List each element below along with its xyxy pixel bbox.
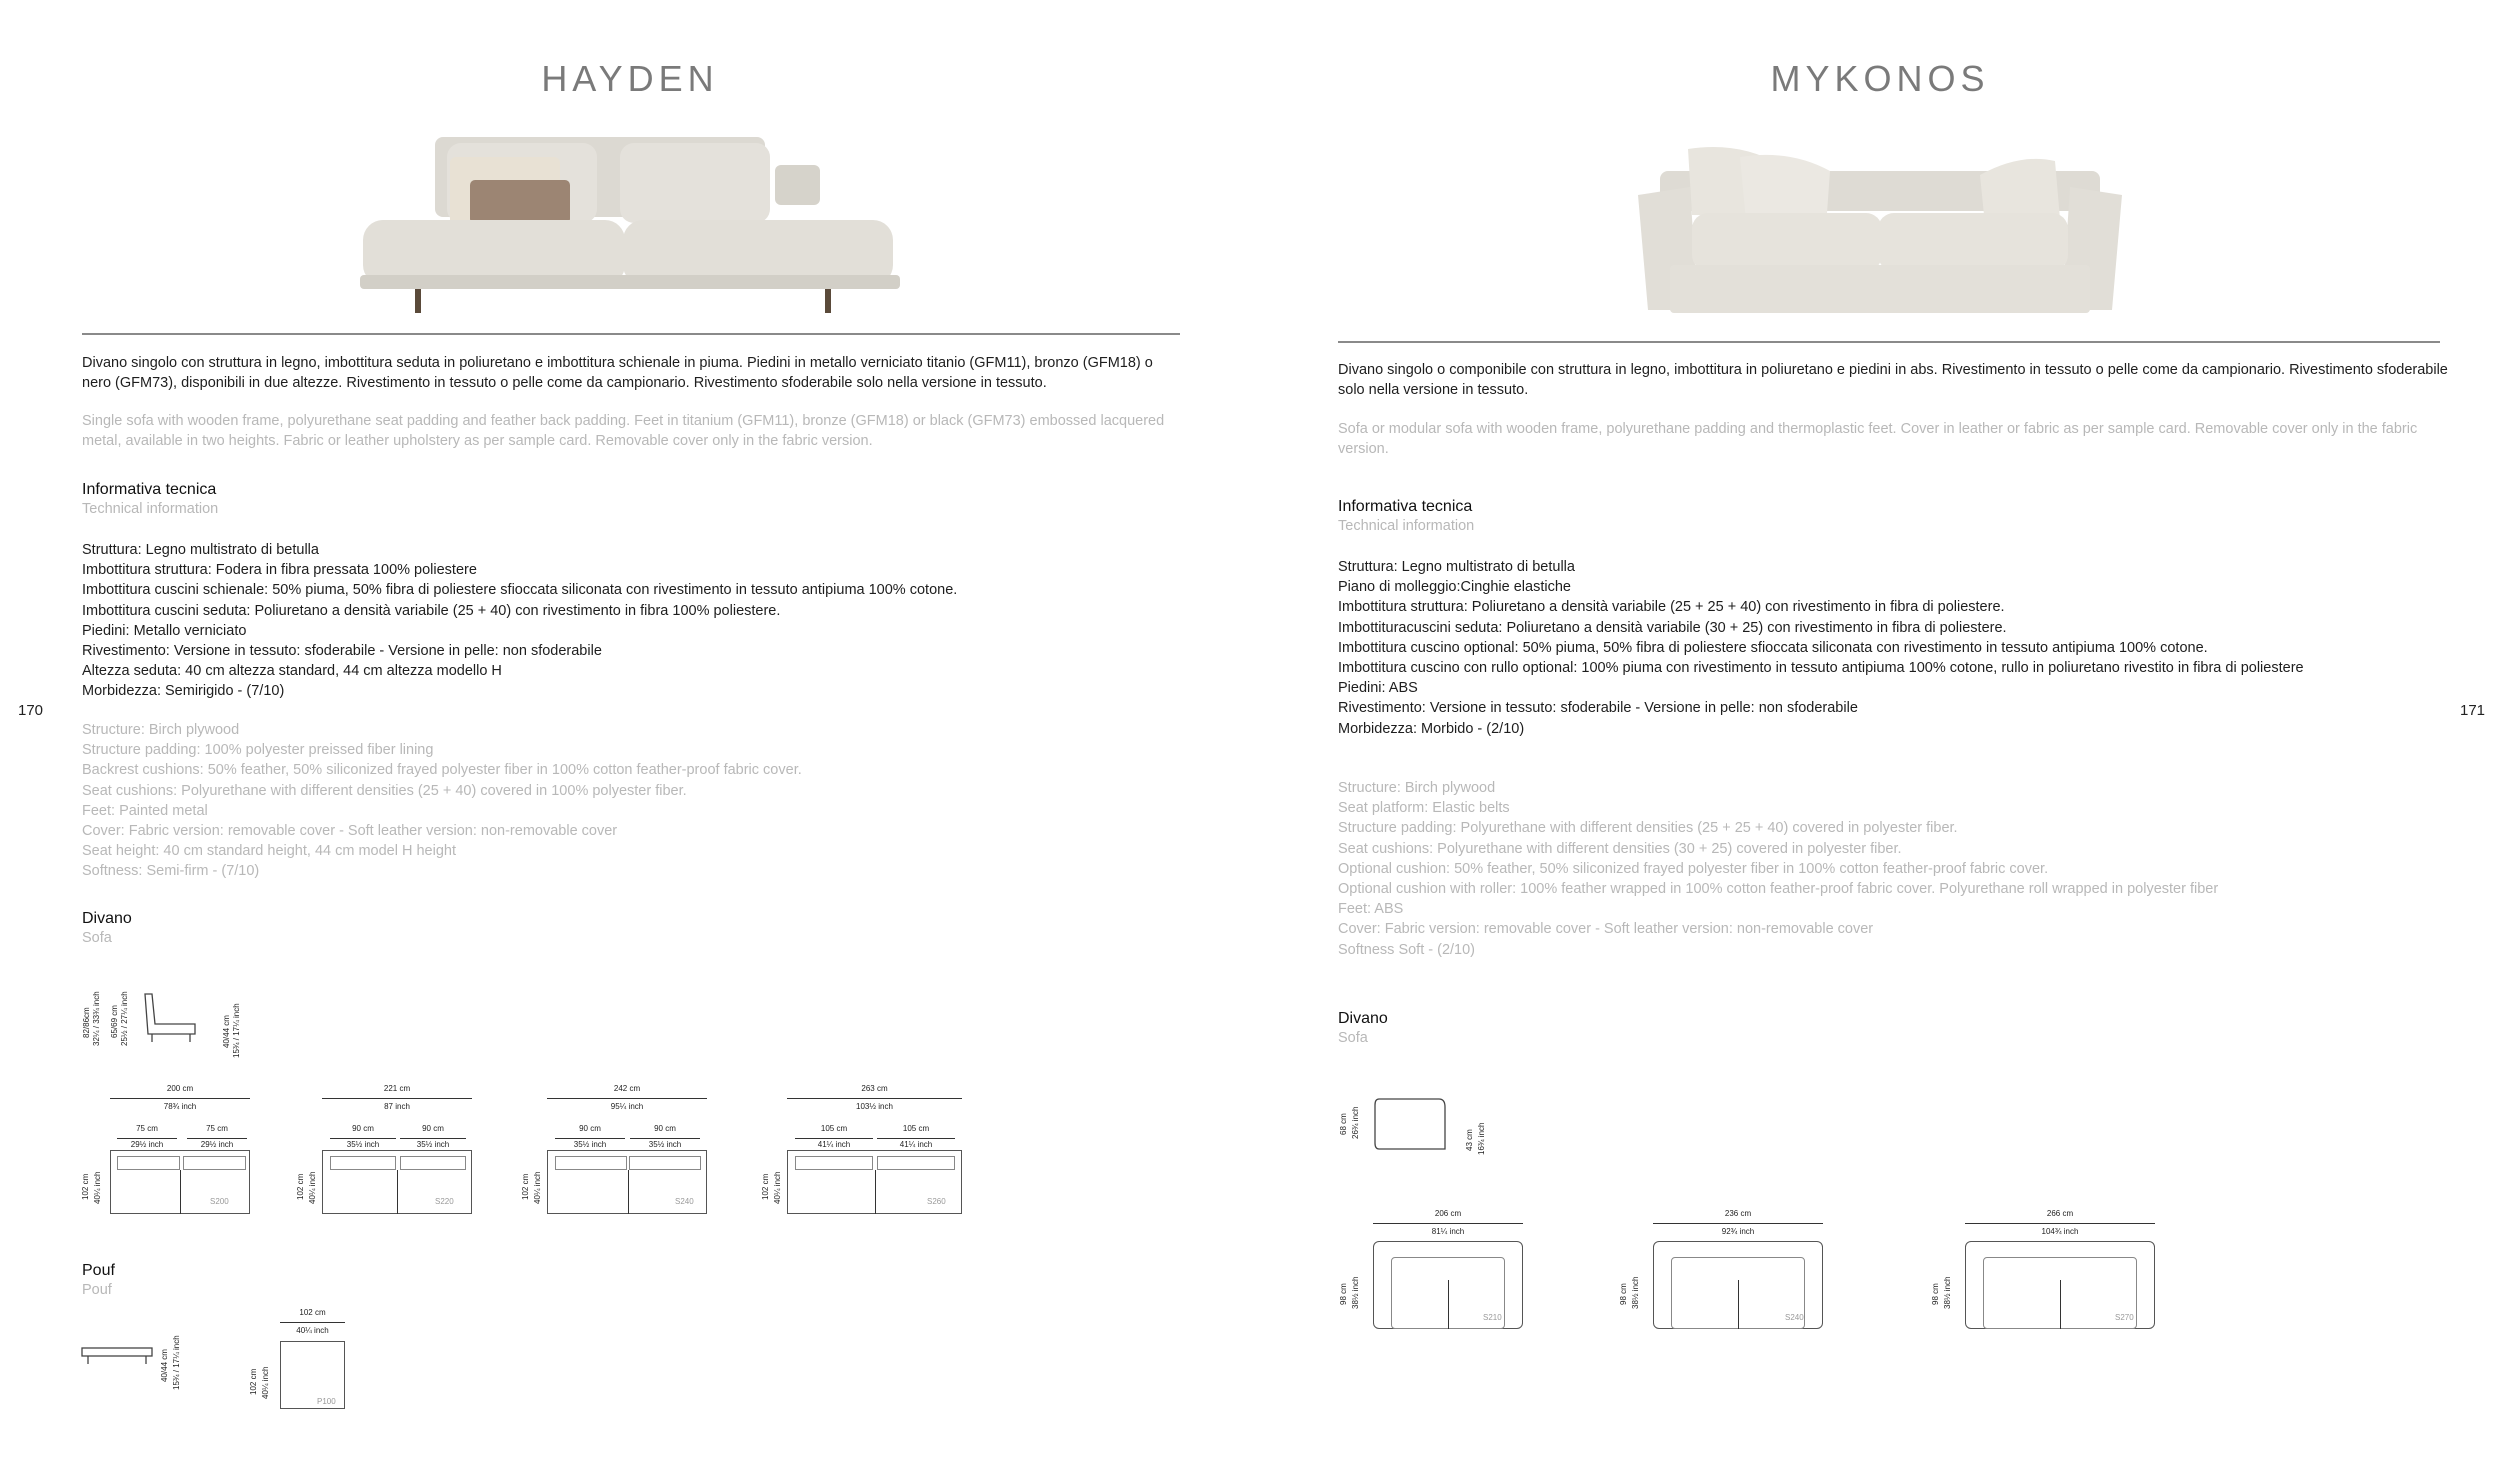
dim-label: 105 cm <box>820 1124 848 1133</box>
dim-label: 263 cm <box>861 1084 888 1093</box>
tech-line: Rivestimento: Versione in tessuto: sfoderabile - Versione in pelle: non sfoderabile <box>82 643 602 660</box>
tech-line: Imbottituracuscini seduta: Poliuretano a densità variabile (30 + 25) con rivestimento in fibra di poliestere. <box>1338 619 2007 636</box>
dim-label: 200 cm <box>166 1084 194 1093</box>
pouf-title-it: Pouf <box>82 1262 115 1279</box>
dim-label: 40¼ inch <box>261 1366 270 1399</box>
sofa-title-it: Divano <box>82 910 132 927</box>
tech-line: Seat platform: Elastic belts <box>1338 800 1510 817</box>
dim-label: 90 cm <box>422 1124 444 1133</box>
model-code: S210 <box>1483 1313 1502 1322</box>
tech-line: Seat cushions: Polyurethane with different densities (25 + 40) covered in 100% polyester fiber. <box>82 782 687 799</box>
tech-line: Structure padding: 100% polyester preissed fiber lining <box>82 742 434 759</box>
tech-line: Morbidezza: Morbido - (2/10) <box>1338 720 1525 737</box>
tech-line: Imbottitura cuscini seduta: Poliuretano a densità variabile (25 + 40) con rivestimento in fibra 100% poliestere. <box>82 602 781 619</box>
dim-label: 41¼ inch <box>899 1140 933 1149</box>
mykonos-tech-list-en <box>1338 778 2218 960</box>
dim-label: 35½ inch <box>346 1140 380 1149</box>
dim-label: 90 cm <box>654 1124 676 1133</box>
tech-line: Struttura: Legno multistrato di betulla <box>82 542 319 558</box>
mykonos-sofa-image <box>1630 135 2130 320</box>
dim-label: 35½ inch <box>416 1140 450 1149</box>
sofa-title-en: Sofa <box>1338 1030 1368 1046</box>
dim-label: 38½ inch <box>1631 1276 1640 1309</box>
page-number-left: 170 <box>18 702 44 719</box>
tech-line: Piano di molleggio:Cinghie elastiche <box>1338 579 1571 596</box>
tech-line: Altezza seduta: 40 cm altezza standard, 44 cm altezza modello H <box>82 663 502 680</box>
hayden-side-profile <box>80 990 260 1065</box>
hayden-plan-s220 <box>290 1080 480 1220</box>
dim-label: 92¾ inch <box>1721 1227 1755 1236</box>
mykonos-sofa-heading <box>1338 1010 1388 1046</box>
tech-line: Cover: Fabric version: removable cover - Soft leather version: non-removable cover <box>82 823 618 840</box>
dim-label: 98 cm <box>1339 1283 1348 1305</box>
tech-line: Struttura: Legno multistrato di betulla <box>1338 559 1575 575</box>
hayden-plan-s260 <box>755 1080 975 1220</box>
dim-label: 98 cm <box>1931 1283 1940 1305</box>
hayden-plan-s200 <box>75 1080 265 1220</box>
mykonos-plan-s270 <box>1925 1205 2195 1335</box>
tech-title-en: Technical information <box>82 501 219 517</box>
dim-label: 68 cm <box>1339 1113 1348 1135</box>
tech-line: Imbottitura cuscino optional: 50% piuma, 50% fibra di poliestere sfioccata siliconata con rivestimento in tessuto antipiuma 100% cotone. <box>1338 639 2208 656</box>
hayden-title: HAYDEN <box>541 58 719 99</box>
dim-label: 40¼ inch <box>308 1171 317 1204</box>
dim-label: 98 cm <box>1619 1283 1628 1305</box>
page-number-right: 171 <box>2460 702 2486 719</box>
tech-line: Structure: Birch plywood <box>1338 780 1496 796</box>
pouf-heading <box>82 1262 115 1298</box>
tech-line: Piedini: Metallo verniciato <box>82 622 247 639</box>
mykonos-description-en: Sofa or modular sofa with wooden frame, polyurethane padding and thermoplastic feet. Cover in leather or fabric as per sample card. Removable cover only in the fabric version. <box>1338 421 2418 457</box>
tech-line: Optional cushion with roller: 100% feather wrapped in 100% cotton feather-proof fabric cover. Polyurethane roll wrapped in polyester fiber <box>1338 881 2219 898</box>
model-code: S240 <box>675 1197 694 1206</box>
dim-label: 32¼ / 33¾ inch <box>92 991 101 1046</box>
dim-label: 102 cm <box>299 1308 326 1317</box>
mykonos-divider <box>1338 341 2440 343</box>
tech-line: Imbottitura struttura: Poliuretano a densità variabile (25 + 25 + 40) con rivestimento in fibra di poliestere. <box>1338 599 2005 616</box>
tech-line: Structure: Birch plywood <box>82 722 240 738</box>
dim-label: 40/44 cm <box>222 1015 231 1048</box>
dim-label: 43 cm <box>1465 1129 1474 1151</box>
tech-line: Seat cushions: Polyurethane with different densities (30 + 25) covered in polyester fiber. <box>1338 840 1902 857</box>
dim-label: 102 cm <box>521 1173 530 1200</box>
model-code: S260 <box>927 1197 946 1206</box>
dim-label: 78¾ inch <box>163 1102 197 1111</box>
tech-title-it: Informativa tecnica <box>82 481 217 498</box>
hayden-description-en: Single sofa with wooden frame, polyurethane seat padding and feather back padding. Feet in titanium (GFM11), bronze (GFM18) or black (GFM73) embossed lacquered metal, available in two heights. Fabric or leather upholstery as per sample card. Removable cover only in the fabric version. <box>82 413 1165 449</box>
dim-label: 90 cm <box>352 1124 374 1133</box>
dim-label: 40¼ inch <box>93 1171 102 1204</box>
tech-line: Feet: ABS <box>1338 901 1404 918</box>
dim-label: 75 cm <box>136 1124 158 1133</box>
dim-label: 242 cm <box>613 1084 641 1093</box>
tech-line: Softness: Semi-firm - (7/10) <box>82 863 260 880</box>
hayden-description-it: Divano singolo con struttura in legno, imbottitura seduta in poliuretano e imbottitura schienale in piuma. Piedini in metallo verniciato titanio (GFM11), bronzo (GFM18) o nero (GFM73), disponibili in due altezze. Rivestimento in tessuto o pelle come da campionario. Rivestimento sfoderabile solo nella versione in tessuto. <box>82 355 1153 391</box>
hayden-divider <box>82 333 1180 335</box>
model-code: S240 <box>1785 1313 1804 1322</box>
model-code: S200 <box>210 1197 229 1206</box>
model-code: S220 <box>435 1197 454 1206</box>
pouf-side-profile <box>80 1330 200 1390</box>
model-code: S270 <box>2115 1313 2134 1322</box>
mykonos-tech-list-it <box>1338 557 2304 739</box>
dim-label: 95¼ inch <box>610 1102 644 1111</box>
tech-line: Cover: Fabric version: removable cover - Soft leather version: non-removable cover <box>1338 921 1874 938</box>
dim-label: 38½ inch <box>1943 1276 1952 1309</box>
dim-label: 102 cm <box>296 1173 305 1200</box>
tech-title-it: Informativa tecnica <box>1338 498 1473 515</box>
dim-label: 15¾ / 17¼ inch <box>172 1335 181 1390</box>
tech-line: Softness Soft - (2/10) <box>1338 941 1476 958</box>
hayden-tech-heading <box>82 481 218 517</box>
dim-label: 266 cm <box>2046 1209 2074 1218</box>
hayden-sofa-heading <box>82 910 132 946</box>
dim-label: 65/69 cm <box>110 1005 119 1038</box>
mykonos-plan-s210 <box>1335 1205 1565 1335</box>
dim-label: 105 cm <box>902 1124 930 1133</box>
dim-label: 40¼ inch <box>296 1326 329 1335</box>
dim-label: 104¾ inch <box>2041 1227 2079 1236</box>
dim-label: 40/44 cm <box>160 1349 169 1382</box>
dim-label: 236 cm <box>1724 1209 1752 1218</box>
tech-line: Seat height: 40 cm standard height, 44 cm model H height <box>82 843 456 860</box>
dim-label: 29½ inch <box>200 1140 234 1149</box>
dim-label: 102 cm <box>81 1173 90 1200</box>
hayden-plan-s240 <box>515 1080 715 1220</box>
mykonos-side-profile <box>1335 1095 1515 1165</box>
tech-line: Optional cushion: 50% feather, 50% siliconized frayed polyester fiber in 100% cotton feather-proof fabric cover. <box>1338 860 2049 877</box>
tech-line: Imbottitura cuscino con rullo optional: 100% piuma con rivestimento in tessuto antipiuma 100% cotone, rullo in poliuretano rivestito in fibra di poliestere <box>1338 660 2304 677</box>
pouf-title-en: Pouf <box>82 1282 112 1298</box>
dim-label: 25½ / 27¼ inch <box>120 991 129 1046</box>
dim-label: 206 cm <box>1434 1209 1462 1218</box>
dim-label: 40¼ inch <box>533 1171 542 1204</box>
hayden-tech-list-it <box>82 540 957 702</box>
dim-label: 75 cm <box>206 1124 228 1133</box>
mykonos-description-it: Divano singolo o componibile con struttura in legno, imbottitura in poliuretano e piedini in abs. Rivestimento in tessuto o pelle come da campionario. Rivestimento sfoderabile solo nella versione in tessuto. <box>1338 362 2448 398</box>
tech-line: Morbidezza: Semirigido - (7/10) <box>82 683 285 700</box>
dim-label: 35½ inch <box>648 1140 682 1149</box>
hayden-tech-list-en <box>82 720 802 882</box>
dim-label: 221 cm <box>383 1084 411 1093</box>
dim-label: 87 inch <box>384 1102 410 1111</box>
tech-line: Imbottitura struttura: Fodera in fibra pressata 100% poliestere <box>82 562 477 579</box>
dim-label: 81¼ inch <box>1431 1227 1465 1236</box>
mykonos-tech-heading <box>1338 498 1474 534</box>
tech-line: Piedini: ABS <box>1338 680 1418 697</box>
dim-label: 26¾ inch <box>1351 1106 1360 1139</box>
tech-line: Feet: Painted metal <box>82 802 208 819</box>
dim-label: 102 cm <box>249 1368 258 1395</box>
pouf-plan <box>245 1305 355 1415</box>
dim-label: 102 cm <box>761 1173 770 1200</box>
sofa-title-en: Sofa <box>82 930 112 946</box>
dim-label: 90 cm <box>579 1124 601 1133</box>
dim-label: 16¾ inch <box>1477 1122 1486 1155</box>
dim-label: 41¼ inch <box>817 1140 851 1149</box>
dim-label: 40¼ inch <box>773 1171 782 1204</box>
dim-label: 82/86cm <box>82 1007 91 1038</box>
dim-label: 38½ inch <box>1351 1276 1360 1309</box>
dim-label: 35½ inch <box>573 1140 607 1149</box>
tech-line: Rivestimento: Versione in tessuto: sfoderabile - Versione in pelle: non sfoderabile <box>1338 700 1858 717</box>
sofa-title-it: Divano <box>1338 1010 1388 1027</box>
tech-title-en: Technical information <box>1338 518 1475 534</box>
tech-line: Structure padding: Polyurethane with different densities (25 + 25 + 40) covered in polyester fiber. <box>1338 820 1958 837</box>
dim-label: 29½ inch <box>130 1140 164 1149</box>
tech-line: Backrest cushions: 50% feather, 50% siliconized frayed polyester fiber in 100% cotton feather-proof fabric cover. <box>82 762 802 779</box>
dim-label: 15¾ / 17¼ inch <box>232 1003 241 1058</box>
hayden-sofa-image <box>355 135 905 320</box>
mykonos-title: MYKONOS <box>1770 58 1990 99</box>
dim-label: 103½ inch <box>856 1102 893 1111</box>
tech-line: Imbottitura cuscini schienale: 50% piuma, 50% fibra di poliestere sfioccata siliconata con rivestimento in tessuto antipiuma 100% cotone. <box>82 582 958 599</box>
mykonos-plan-s240 <box>1615 1205 1865 1335</box>
model-code: P100 <box>317 1397 336 1406</box>
